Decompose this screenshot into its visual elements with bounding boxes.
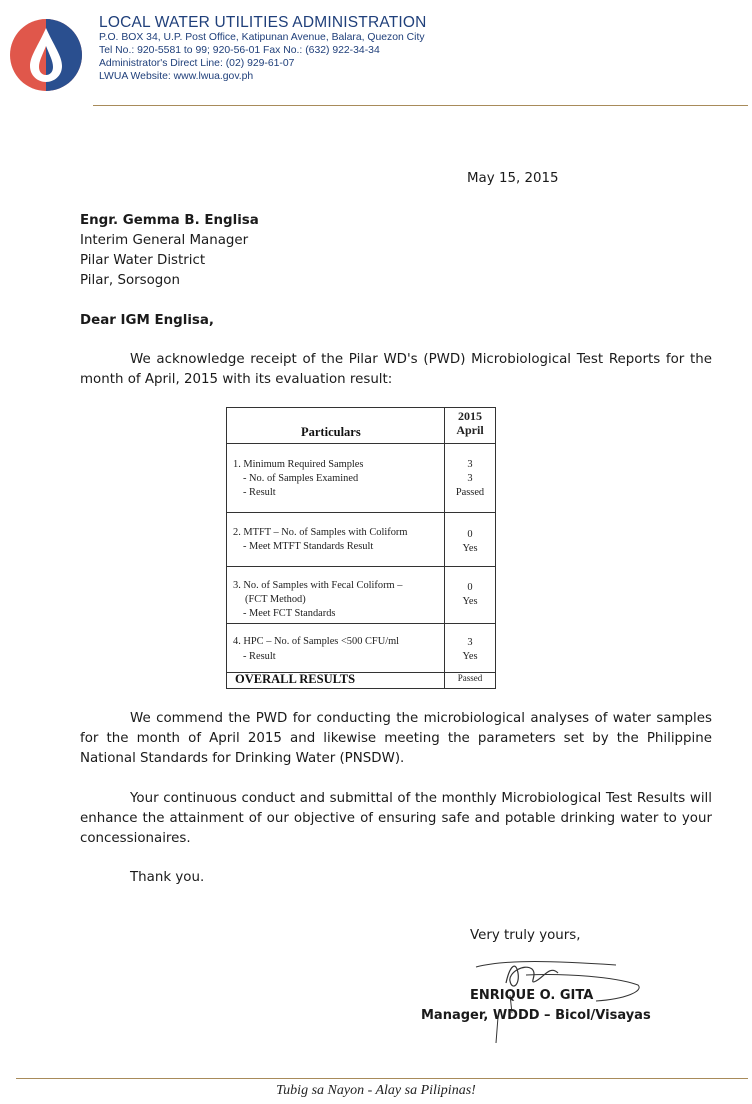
water-drop-logo-icon [8, 16, 84, 94]
evaluation-table [226, 407, 496, 689]
row3-sublabel: - Meet FCT Standards [243, 608, 336, 619]
row1-label: 1. Minimum Required Samples [233, 459, 364, 470]
letter-date: May 15, 2015 [467, 171, 559, 186]
salutation: Dear IGM Englisa, [80, 313, 214, 328]
row-divider [227, 566, 495, 567]
paragraph-continuous [80, 789, 712, 849]
row3-value: Yes [462, 596, 478, 607]
row2-sublabel: - Meet MTFT Standards Result [243, 541, 374, 552]
address-line: P.O. BOX 34, U.P. Post Office, Katipunan Avenue, Balara, Quezon City [99, 32, 425, 43]
header-year: 2015 [458, 409, 482, 423]
footer-divider [16, 1078, 748, 1079]
overall-results-label: OVERALL RESULTS [235, 672, 356, 686]
row4-label: 4. HPC – No. of Samples <500 CFU/ml [233, 636, 400, 647]
row4-value: 3 [467, 637, 473, 648]
closing: Very truly yours, [470, 928, 581, 943]
paragraph-acknowledge-text: We acknowledge receipt of the Pilar WD's (PWD) Microbiological Test Reports for the month of April, 2015 with its evaluation result: [80, 352, 712, 387]
row1-sublabel: - Result [243, 487, 276, 498]
row1-sublabel: - No. of Samples Examined [243, 473, 359, 484]
row1-value: Passed [455, 487, 485, 498]
website-line: LWUA Website: www.lwua.gov.ph [99, 71, 254, 82]
footer-motto: Tubig sa Nayon - Alay sa Pilipinas! [276, 1083, 476, 1098]
row-divider [227, 512, 495, 513]
header-divider-line [227, 443, 495, 444]
row3-sublabel: (FCT Method) [245, 594, 306, 605]
phone-line: Tel No.: 920-5581 to 99; 920-56-01 Fax No.: (632) 922-34-34 [99, 45, 380, 56]
overall-results-value: Passed [457, 673, 483, 683]
row4-sublabel: - Result [243, 651, 276, 662]
paragraph-commend [80, 709, 712, 769]
recipient-title: Interim General Manager [80, 233, 249, 248]
header-divider [93, 105, 748, 106]
signatory-name: ENRIQUE O. GITA [470, 988, 594, 1003]
row1-value: 3 [467, 459, 473, 470]
header-month: April [456, 423, 484, 437]
row2-label: 2. MTFT – No. of Samples with Coliform [233, 527, 408, 538]
recipient-org: Pilar Water District [80, 253, 206, 268]
thank-you: Thank you. [130, 870, 205, 885]
row3-value: 0 [467, 582, 473, 593]
direct-line: Administrator's Direct Line: (02) 929-61-07 [99, 58, 295, 69]
paragraph-continuous-text: Your continuous conduct and submittal of the monthly Microbiological Test Results will enhance the attainment of our objective of ensuring safe and potable drinking water to your concessionaires. [80, 791, 712, 846]
row1-value: 3 [467, 473, 473, 484]
header-particulars: Particulars [301, 425, 361, 439]
row3-label: 3. No. of Samples with Fecal Coliform – [233, 580, 403, 591]
paragraph-commend-text: We commend the PWD for conducting the microbiological analyses of water samples for the month of April 2015 and likewise meeting the parameters set by the Philippine National Standards for Drinking Water (PNSDW). [80, 711, 712, 766]
paragraph-acknowledge [80, 350, 712, 390]
row-divider [227, 623, 495, 624]
recipient-name: Engr. Gemma B. Englisa [80, 213, 259, 228]
row4-value: Yes [462, 651, 478, 662]
row2-value: Yes [462, 543, 478, 554]
row2-value: 0 [467, 529, 473, 540]
organization-name: LOCAL WATER UTILITIES ADMINISTRATION [99, 14, 427, 31]
recipient-location: Pilar, Sorsogon [80, 273, 180, 288]
signatory-title: Manager, WDDD – Bicol/Visayas [421, 1008, 651, 1023]
